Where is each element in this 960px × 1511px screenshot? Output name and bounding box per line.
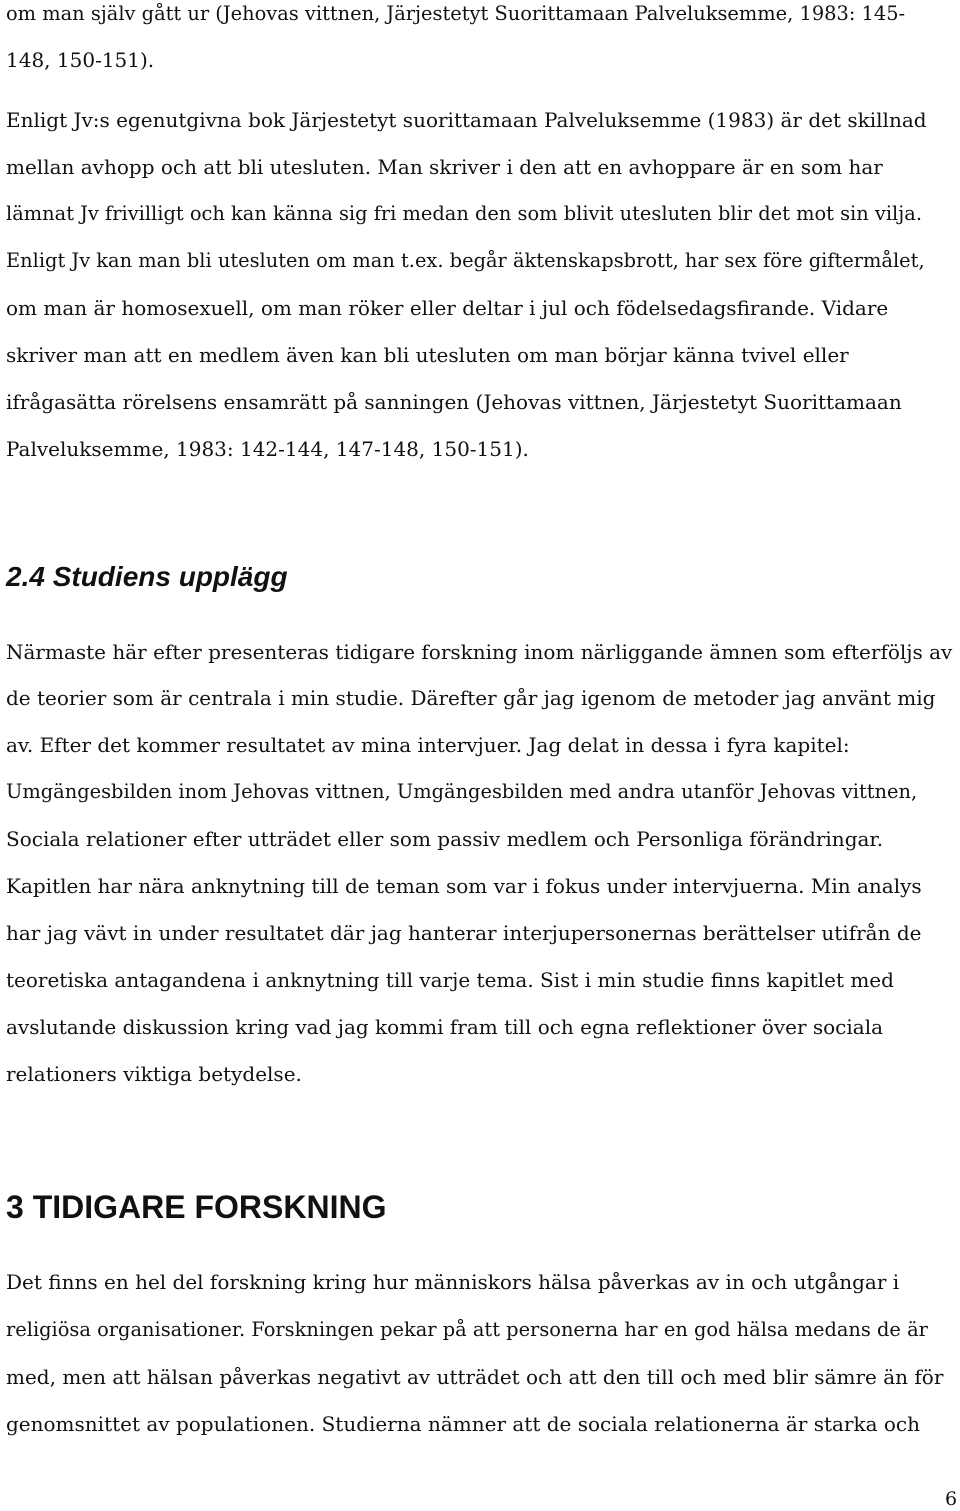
body-line: de teorier som är centrala i min studie. Därefter går jag igenom de metoder jag använt mig — [6, 686, 936, 710]
body-line: Det finns en hel del forskning kring hur människors hälsa påverkas av in och utgångar i — [6, 1270, 900, 1294]
body-line: Närmaste här efter presenteras tidigare forskning inom närliggande ämnen som efterföljs av — [6, 640, 953, 664]
body-line: genomsnittet av populationen. Studierna nämner att de sociala relationerna är starka och — [6, 1412, 921, 1436]
body-line: avslutande diskussion kring vad jag kommi fram till och egna reflektioner över sociala — [6, 1015, 884, 1039]
body-line: teoretiska antagandena i anknytning till varje tema. Sist i min studie finns kapitlet med — [6, 968, 894, 992]
body-line: om man är homosexuell, om man röker eller deltar i jul och födelsedagsfirande. Vidare — [6, 296, 889, 320]
body-line: skriver man att en medlem även kan bli utesluten om man börjar känna tvivel eller — [6, 343, 849, 367]
body-line: Enligt Jv:s egenutgivna bok Järjestetyt suorittamaan Palveluksemme (1983) är det skillnad — [6, 108, 927, 132]
body-line: med, men att hälsan påverkas negativt av utträdet och att den till och med blir sämre än för — [6, 1365, 944, 1389]
body-line: har jag vävt in under resultatet där jag hanterar interjupersonernas berättelser utifrån de — [6, 921, 922, 945]
chapter-heading: 3 TIDIGARE FORSKNING — [6, 1189, 387, 1225]
body-line: lämnat Jv frivilligt och kan känna sig fri medan den som blivit utesluten blir det mot sin vilja. — [6, 202, 922, 225]
body-line: ifrågasätta rörelsens ensamrätt på sanningen (Jehovas vittnen, Järjestetyt Suorittamaan — [6, 390, 902, 414]
body-line: om man själv gått ur (Jehovas vittnen, Järjestetyt Suorittamaan Palveluksemme, 1983: 145- — [6, 2, 906, 25]
section-heading: 2.4 Studiens upplägg — [6, 561, 288, 592]
body-line: av. Efter det kommer resultatet av mina intervjuer. Jag delat in dessa i fyra kapitel: — [6, 733, 850, 757]
body-line: Umgängesbilden inom Jehovas vittnen, Umgängesbilden med andra utanför Jehovas vittnen, — [6, 780, 918, 803]
body-line: Kapitlen har nära anknytning till de teman som var i fokus under intervjuerna. Min analys — [6, 874, 922, 898]
body-line: Enligt Jv kan man bli utesluten om man t.ex. begår äktenskapsbrott, har sex före giftermålet, — [6, 249, 925, 272]
body-line: 148, 150-151). — [6, 48, 155, 72]
body-line: relationers viktiga betydelse. — [6, 1062, 302, 1086]
body-line: mellan avhopp och att bli utesluten. Man skriver i den att en avhoppare är en som har — [6, 155, 883, 179]
body-line: Sociala relationer efter utträdet eller som passiv medlem och Personliga förändringar. — [6, 827, 884, 851]
body-line: religiösa organisationer. Forskningen pekar på att personerna har en god hälsa medans de är — [6, 1318, 928, 1341]
page-number: 6 — [945, 1488, 958, 1510]
body-line: Palveluksemme, 1983: 142-144, 147-148, 150-151). — [6, 437, 529, 461]
